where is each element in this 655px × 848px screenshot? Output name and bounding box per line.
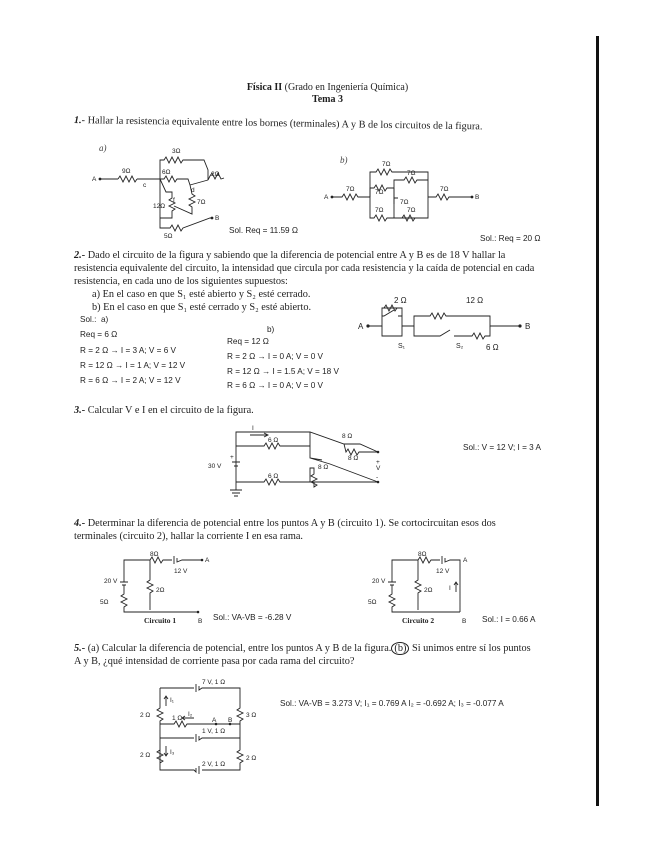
node-b: B (525, 322, 531, 331)
res-6-top: 6 Ω (268, 437, 279, 444)
problem-1-label-b: b) (340, 155, 348, 165)
res-6: 7Ω (407, 207, 416, 214)
source-plus: + (230, 454, 234, 461)
res-6-bottom: 6 Ω (268, 473, 279, 480)
res-2-right: 2 Ω (246, 755, 257, 762)
node-c: c (143, 182, 147, 189)
res-2: 2Ω (211, 171, 220, 178)
res-3: 3Ω (172, 148, 181, 155)
current-i3: I₃ (170, 749, 175, 756)
batt-20v: 20 V (104, 578, 118, 585)
problem-2-sol-a-3: R = 12 Ω → I = 1 A; V = 12 V (80, 361, 186, 370)
res-8-top: 8 Ω (342, 433, 353, 440)
res-8-mid: 8 Ω (318, 464, 329, 471)
current-i1: I₁ (170, 697, 174, 704)
problem-2-sol-b-title: b) (267, 325, 275, 334)
node-a: A (358, 322, 364, 331)
source-30v: 30 V (208, 463, 222, 470)
res-8: 8Ω (150, 551, 159, 558)
res-8: 8Ω (418, 551, 427, 558)
circuit-2 (358, 296, 531, 355)
res-5: 7Ω (375, 207, 384, 214)
node-b: B (198, 618, 203, 625)
batt-2v: 2 V, 1 Ω (202, 761, 226, 768)
problem-2-case-a: a) En el caso en que S₁ esté abierto y S₂ esté cerrado. (92, 289, 311, 300)
res-9: 9Ω (122, 168, 131, 175)
page-edge-shadow (596, 36, 599, 806)
problem-4-solution-1: Sol.: VA-VB = -6.28 V (213, 613, 292, 622)
node-a: A (212, 717, 217, 724)
problem-5-solution: Sol.: VA-VB = 3.273 V; I₁ = 0.769 A I₂ = -0.692 A; I₃ = -0.077 A (280, 699, 504, 708)
res-7: 7Ω (440, 186, 449, 193)
res-5: 5Ω (100, 599, 109, 606)
batt-20v: 20 V (372, 578, 386, 585)
problem-5-line-2: A y B, ¿qué intensidad de corriente pasa por cada rama del circuito? (74, 656, 355, 667)
problem-2-case-b: b) En el caso en que S₁ esté cerrado y S₂ esté abierto. (92, 302, 312, 313)
problem-4-line-1: 4.- Determinar la diferencia de potencial entre los puntos A y B (circuito 1). Se cortocircuitan esos dos (74, 518, 496, 529)
circuit-1b (324, 160, 492, 230)
res-3: 3 Ω (246, 712, 257, 719)
circuit-1a (92, 148, 230, 240)
problem-2-line-2: resistencia equivalente del circuito, la intensidad que circula por cada resistencia y la caída de potencial en cada (74, 263, 535, 274)
res-12: 12 Ω (466, 296, 484, 305)
circuit-5 (130, 680, 270, 780)
res-8: 7Ω (400, 199, 409, 206)
problem-1-solution-a: Sol. Req = 11.59 Ω (229, 226, 299, 235)
res-12: 12Ω (153, 203, 166, 210)
problem-2-sol-b-1: Req = 12 Ω (227, 337, 269, 346)
current-i2: I₂ (188, 711, 193, 718)
res-2: 2Ω (424, 587, 433, 594)
batt-12v: 12 V (174, 568, 188, 575)
switch-s2: S₂ (456, 343, 464, 350)
circuit-2-label: Circuito 2 (402, 616, 435, 625)
page-title: Física II (Grado en Ingeniería Química) (246, 82, 409, 93)
res-2-top: 2 Ω (140, 712, 151, 719)
batt-12v: 12 V (436, 568, 450, 575)
problem-5-line-1: 5.- (a) Calcular la diferencia de potencial, entre los puntos A y B de la figura. (b) Si unimos entre sí los puntos (74, 643, 531, 654)
problem-2-line-3: resistencia, en cada uno de los siguientes supuestos: (74, 276, 288, 287)
node-b: B (462, 618, 467, 625)
circuit-4-2 (366, 552, 476, 624)
problem-1-solution-b: Sol.: Req = 20 Ω (480, 234, 541, 243)
res-1: 7Ω (346, 186, 355, 193)
circuit-1-label: Circuito 1 (144, 616, 177, 625)
res-3: 7Ω (375, 189, 384, 196)
voltage-v: V (376, 465, 381, 472)
problem-4-line-2: terminales (circuito 2), hallar la corriente I en esa rama. (74, 531, 303, 542)
res-5: 5Ω (164, 233, 173, 240)
current-i: I (252, 425, 254, 432)
node-a: A (205, 557, 210, 564)
node-a: A (463, 557, 468, 564)
res-8-diag: 8 Ω (348, 455, 359, 462)
problem-1-statement: 1.- Hallar la resistencia equivalente entre los bornes (terminales) A y B de los circuitos de la figura. (73, 114, 483, 133)
problem-2-line-1: 2.- Dado el circuito de la figura y sabiendo que la diferencia de potencial entre A y B es de 18 V hallar la (74, 250, 506, 261)
node-b: B (475, 194, 480, 201)
res-6: 6 Ω (486, 343, 499, 352)
problem-2-sol-b-2: R = 2 Ω → I = 0 A; V = 0 V (227, 352, 324, 361)
res-2: 7Ω (382, 161, 391, 168)
switch-s1: S₁ (398, 343, 406, 350)
problem-2-sol-label: Sol.: a) (80, 315, 109, 324)
problem-3-solution: Sol.: V = 12 V; I = 3 A (463, 443, 541, 452)
circuit-4-1 (98, 552, 208, 624)
res-5: 5Ω (368, 599, 377, 606)
problem-2-sol-a-2: R = 2 Ω → I = 3 A; V = 6 V (80, 346, 177, 355)
node-f: f (173, 197, 175, 204)
v-minus: - (376, 474, 379, 481)
problem-2-sol-a-1: Req = 6 Ω (80, 330, 118, 339)
batt-7v: 7 V, 1 Ω (202, 679, 226, 686)
v-plus: + (376, 459, 380, 466)
problem-2-sol-a-4: R = 6 Ω → I = 2 A; V = 12 V (80, 376, 181, 385)
res-2: 2Ω (156, 587, 165, 594)
batt-1v: 1 V, 1 Ω (202, 728, 226, 735)
node-a: A (92, 176, 97, 183)
node-a: A (324, 194, 329, 201)
current-i: I (449, 585, 451, 592)
res-4: 7Ω (407, 170, 416, 177)
res-7: 7Ω (197, 199, 206, 206)
problem-2-sol-b-4: R = 6 Ω → I = 0 A; V = 0 V (227, 381, 324, 390)
node-d: d (191, 187, 195, 194)
node-b: B (215, 215, 220, 222)
problem-2-sol-b-3: R = 12 Ω → I = 1.5 A; V = 18 V (227, 367, 339, 376)
problem-1-label-a: a) (99, 143, 107, 153)
res-6: 6Ω (162, 169, 171, 176)
problem-4-solution-2: Sol.: I = 0.66 A (482, 615, 536, 624)
res-2-bottom: 2 Ω (140, 752, 151, 759)
res-1: 1 Ω (172, 715, 183, 722)
page-subtitle: Tema 3 (311, 94, 344, 105)
res-2: 2 Ω (394, 296, 407, 305)
problem-3-statement: 3.- Calcular V e I en el circuito de la figura. (74, 405, 254, 416)
node-b: B (228, 717, 233, 724)
circuit-3 (210, 424, 400, 504)
